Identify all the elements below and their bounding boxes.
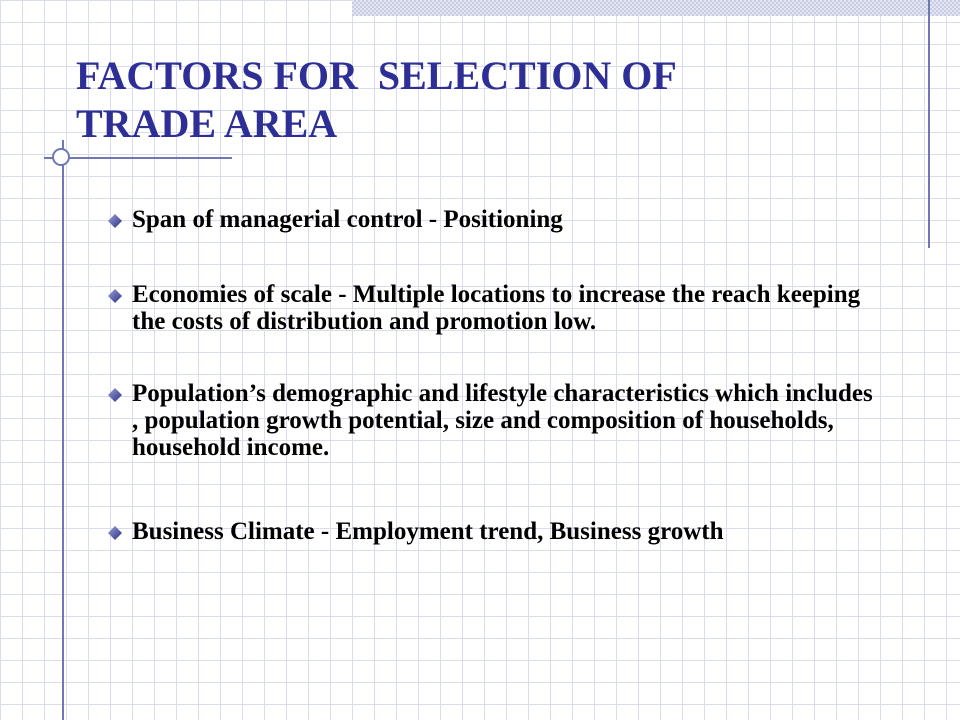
bullet-text: Business Climate - Employment trend, Business growth xyxy=(132,518,724,545)
bullet-text: Population’s demographic and lifestyle characteristics which includes , population growth potential, size and composition of households, household income. xyxy=(132,380,873,461)
slide-title xyxy=(76,52,836,148)
decorative-right-rule xyxy=(928,0,930,248)
bullet-text: Span of managerial control - Positioning xyxy=(132,206,563,233)
decorative-top-band xyxy=(352,0,960,16)
diamond-icon xyxy=(108,526,122,540)
slide-title-line-2: TRADE AREA xyxy=(76,101,338,146)
diamond-icon xyxy=(108,388,122,402)
decorative-left-rule xyxy=(62,140,64,720)
decorative-title-rule xyxy=(44,157,232,159)
diamond-icon xyxy=(108,214,122,228)
decorative-corner-circle xyxy=(52,148,70,166)
diamond-icon xyxy=(108,289,122,303)
bullet-text: Economies of scale - Multiple locations to increase the reach keeping the costs of distribution and promotion low. xyxy=(132,281,861,335)
slide-title-line-1: FACTORS FOR SELECTION OF xyxy=(76,53,677,98)
